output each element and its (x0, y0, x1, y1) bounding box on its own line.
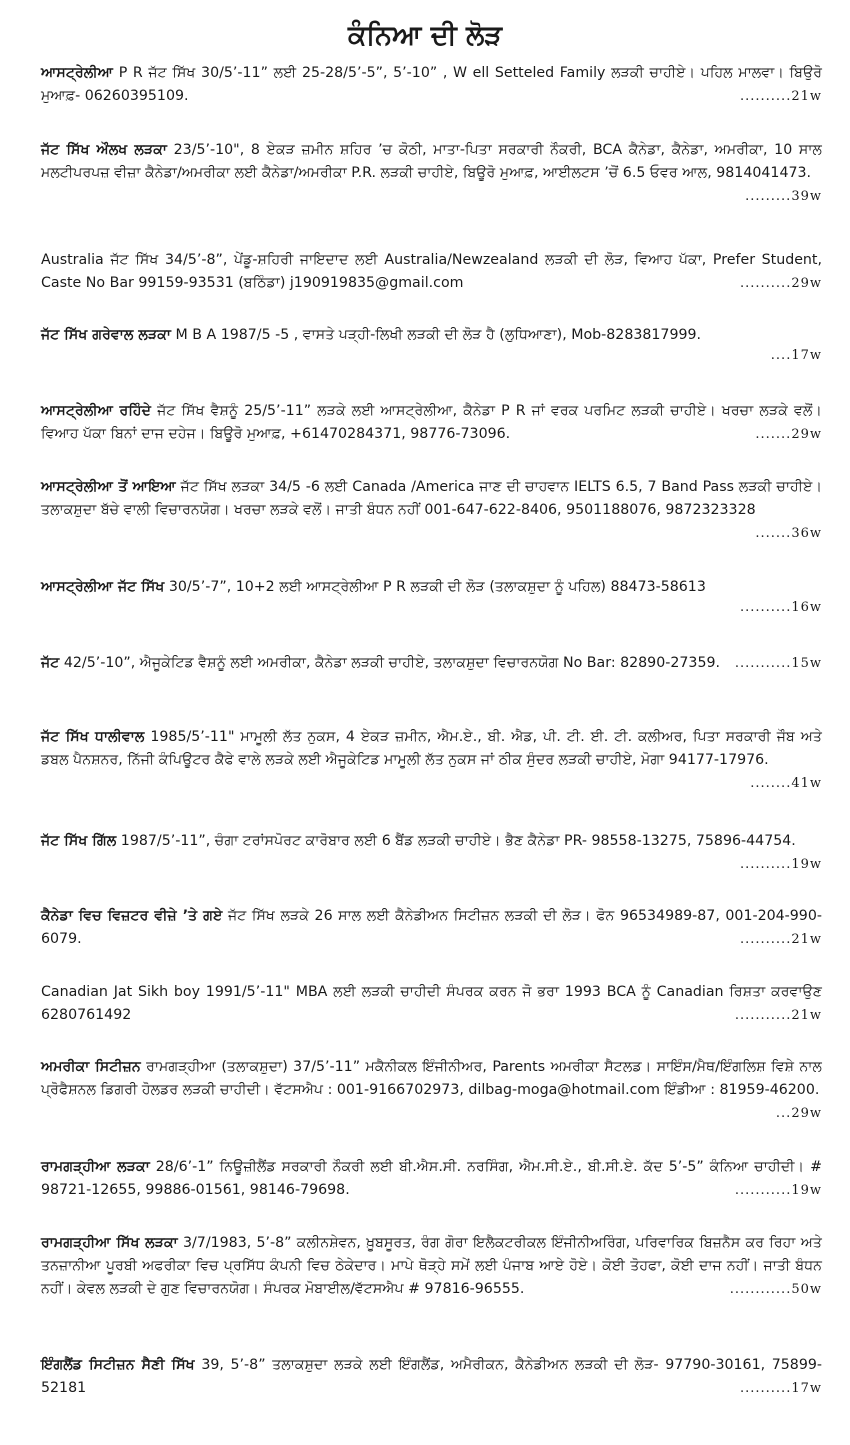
ad-code: ..........21w (740, 89, 822, 104)
ad-item (41, 324, 822, 365)
ad-lead: ਜੱਟ ਸਿੱਖ ਗਰੇਵਾਲ ਲੜਕਾ (41, 327, 171, 343)
ad-code: ...........21w (734, 1008, 822, 1023)
ad-item (41, 249, 822, 295)
ad-code: ..........17w (740, 1381, 822, 1396)
ad-item (41, 830, 822, 876)
ad-item (41, 905, 822, 951)
ad-body: 39, 5’-8” ਤਲਾਕਸ਼ੁਦਾ ਲੜਕੇ ਲਈ ਇੰਗਲੈਂਡ, ਅਮੈਰੀਕਨ, ਕੈਨੇਡੀਅਨ ਲੜਕੀ ਦੀ ਲੋੜ- 97790-30161, 75899-52181 (41, 1357, 822, 1396)
ad-lead: ਆਸਟ੍ਰੇਲੀਆ ਰਹਿੰਦੇ (41, 403, 152, 419)
ad-item (41, 1056, 822, 1125)
ad-body: ਜੱਟ ਸਿੱਖ ਵੈਸ਼ਨੂੰ 25/5’-11” ਲੜਕੇ ਲਈ ਆਸਟ੍ਰੇਲੀਆ, ਕੈਨੇਡਾ P R ਜਾਂ ਵਰਕ ਪਰਮਿਟ ਲੜਕੀ ਚਾਹੀਏ। ਖਰਚਾ ਲੜਕੇ ਵਲੋਂ। ਵਿਆਹ ਪੱਕਾ ਬਿਨਾਂ ਦਾਜ ਦਹੇਜ। ਬਿਊਰੋ ਮੁਆਫ਼, +61470284371, 98776-73096. (41, 403, 822, 442)
ad-lead: ਜੱਟ (41, 655, 60, 671)
ad-item (41, 576, 822, 617)
ad-lead: ਇੰਗਲੈਂਡ ਸਿਟੀਜ਼ਨ ਸੈਣੀ ਸਿੱਖ (41, 1357, 195, 1373)
ad-code: .......36w (755, 526, 822, 541)
ad-lead: ਰਾਮਗੜ੍ਹੀਆ ਲੜਕਾ (41, 1159, 150, 1175)
ad-lead: ਆਸਟ੍ਰੇਲੀਆ (41, 65, 114, 81)
ad-item (41, 981, 822, 1027)
ad-code: ........41w (750, 776, 822, 791)
ad-item (41, 1156, 822, 1202)
ad-code: ..........21w (740, 932, 822, 947)
ad-item (41, 62, 822, 108)
ad-code: ..........16w (740, 600, 822, 615)
ad-body: 30/5’-7”, 10+2 ਲਈ ਆਸਟ੍ਰੇਲੀਆ P R ਲੜਕੀ ਦੀ ਲੋੜ (ਤਲਾਕਸ਼ੁਦਾ ਨੂੰ ਪਹਿਲ) 88473-58613 (164, 579, 706, 595)
ad-body: 23/5’-10", 8 ਏਕੜ ਜ਼ਮੀਨ ਸ਼ਹਿਰ ’ਚ ਕੋਠੀ, ਮਾਤਾ-ਪਿਤਾ ਸਰਕਾਰੀ ਨੌਕਰੀ, BCA ਕੈਨੇਡਾ, ਕੈਨੇਡਾ, ਅਮਰੀਕਾ, 10 ਸਾਲ ਮਲਟੀਪਰਪਜ਼ ਵੀਜ਼ਾ ਕੈਨੇਡਾ/ਅਮਰੀਕਾ ਲਈ ਕੈਨੇਡਾ/ਅਮਰੀਕਾ P.R. ਲੜਕੀ ਚਾਹੀਏ, ਬਿਊਰੋ ਮੁਆਫ਼, ਆਈਲਟਸ ’ਚੋਂ 6.5 ਓਵਰ ਆਲ, 9814041473. (41, 142, 822, 181)
ad-item (41, 400, 822, 446)
ad-code: ...29w (775, 1106, 822, 1121)
ad-body: 3/7/1983, 5’-8” ਕਲੀਨਸ਼ੇਵਨ, ਖ਼ੂਬਸੂਰਤ, ਰੰਗ ਗੋਰਾ ਇਲੈਕਟਰੀਕਲ ਇੰਜੀਨੀਅਰਿੰਗ, ਪਰਿਵਾਰਿਕ ਬਿਜ਼ਨੈਸ ਕਰ ਰਿਹਾ ਅਤੇ ਤਨਜ਼ਾਨੀਆ ਪੂਰਬੀ ਅਫਰੀਕਾ ਵਿਚ ਪ੍ਰਸਿੱਧ ਕੰਪਨੀ ਵਿਚ ਠੇਕੇਦਾਰ। ਮਾਪੇ ਥੋੜ੍ਹੇ ਸਮੇਂ ਲਈ ਪੰਜਾਬ ਆਏ ਹੋਏ। ਕੋਈ ਤੋਹਫਾ, ਕੋਈ ਦਾਜ ਨਹੀਂ। ਜਾਤੀ ਬੰਧਨ ਨਹੀਂ। ਕੇਵਲ ਲੜਕੀ ਦੇ ਗੁਣ ਵਿਚਾਰਨਯੋਗ। ਸੰਪਰਕ ਮੋਬਾਈਲ/ਵੱਟਸਐਪ # 97816-96555. (41, 1235, 822, 1297)
ad-body: M B A 1987/5 -5 , ਵਾਸਤੇ ਪੜ੍ਹੀ-ਲਿਖੀ ਲੜਕੀ ਦੀ ਲੋੜ ਹੈ (ਲੁਧਿਆਣਾ), Mob-8283817999. (170, 327, 702, 343)
ad-item (41, 139, 822, 208)
ad-item (41, 1354, 822, 1400)
ad-lead: ਜੱਟ ਸਿੱਖ ਧਾਲੀਵਾਲ (41, 729, 145, 745)
ad-body: 28/6’-1” ਨਿਊਜ਼ੀਲੈਂਡ ਸਰਕਾਰੀ ਨੌਕਰੀ ਲਈ ਬੀ.ਐਸ.ਸੀ. ਨਰਸਿੰਗ, ਐਮ.ਸੀ.ਏ., ਬੀ.ਸੀ.ਏ. ਕੱਦ 5’-5” ਕੰਨਿਆ ਚਾਹੀਦੀ। # 98721-12655, 99886-01561, 98146-79698. (41, 1159, 823, 1198)
ad-code: .........39w (745, 189, 822, 204)
ad-lead: ਜੱਟ ਸਿੱਖ ਗਿੱਲ (41, 833, 117, 849)
ad-lead: ਕੈਨੇਡਾ ਵਿਚ ਵਿਜ਼ਟਰ ਵੀਜ਼ੇ ’ਤੇ ਗਏ (41, 908, 223, 924)
ad-code: ...........19w (734, 1183, 822, 1198)
ad-lead: ਰਾਮਗੜ੍ਹੀਆ ਸਿੱਖ ਲੜਕਾ (41, 1235, 178, 1251)
ad-body: Canadian Jat Sikh boy 1991/5’-11" MBA ਲਈ ਲੜਕੀ ਚਾਹੀਦੀ ਸੰਪਰਕ ਕਰਨ ਜੋ ਭਰਾ 1993 BCA ਨੂੰ Canadian ਰਿਸ਼ਤਾ ਕਰਵਾਉਣ 6280761492 (41, 984, 822, 1023)
ad-lead: ਆਸਟ੍ਰੇਲੀਆ ਜੱਟ ਸਿੱਖ (41, 579, 165, 595)
ad-code: ...........15w (734, 656, 822, 671)
ad-body: 1987/5’-11”, ਚੰਗਾ ਟਰਾਂਸਪੋਰਟ ਕਾਰੋਬਾਰ ਲਈ 6 ਬੈਂਡ ਲੜਕੀ ਚਾਹੀਏ। ਭੈਣ ਕੈਨੇਡਾ PR- 98558-13275, 75896-44754. (116, 833, 796, 849)
ad-code: ..........19w (740, 857, 822, 872)
page-title: ਕੰਨਿਆ ਦੀ ਲੋੜ (347, 20, 503, 51)
ad-lead: ਅਮਰੀਕਾ ਸਿਟੀਜ਼ਨ (41, 1059, 141, 1075)
ad-code: ............50w (729, 1282, 822, 1297)
ad-body: 42/5’-10”, ਐਜੂਕੇਟਿਡ ਵੈਸ਼ਨੂੰ ਲਈ ਅਮਰੀਕਾ, ਕੈਨੇਡਾ ਲੜਕੀ ਚਾਹੀਏ, ਤਲਾਕਸ਼ੁਦਾ ਵਿਚਾਰਨਯੋਗ No Bar: 82890-27359. (59, 655, 721, 671)
ad-body: ਰਾਮਗੜ੍ਹੀਆ (ਤਲਾਕਸ਼ੁਦਾ) 37/5’-11” ਮਕੈਨੀਕਲ ਇੰਜੀਨੀਅਰ, Parents ਅਮਰੀਕਾ ਸੈਟਲਡ। ਸਾਇੰਸ/ਮੈਥ/ਇੰਗਲਿਸ਼ ਵਿਸ਼ੇ ਨਾਲ ਪ੍ਰੋਫੈਸ਼ਨਲ ਡਿਗਰੀ ਹੋਲਡਰ ਲੜਕੀ ਚਾਹੀਦੀ। ਵੱਟਸਐਪ : 001-9166702973, dilbag-moga@hotmail.com ਇੰਡੀਆ : 81959-46200. (41, 1059, 822, 1098)
ad-item (41, 652, 822, 675)
ad-body: ਜੱਟ ਸਿੱਖ ਲੜਕਾ 34/5 -6 ਲਈ Canada /America ਜਾਣ ਦੀ ਚਾਹਵਾਨ IELTS 6.5, 7 Band Pass ਲੜਕੀ ਚਾਹੀਏ। ਤਲਾਕਸ਼ੁਦਾ ਬੱਚੇ ਵਾਲੀ ਵਿਚਾਰਨਯੋਗ। ਖਰਚਾ ਲੜਕੇ ਵਲੋਂ। ਜਾਤੀ ਬੰਧਨ ਨਹੀਂ 001-647-622-8406, 9501188076, 9872323328 (41, 479, 823, 518)
ad-body: 1985/5’-11" ਮਾਮੂਲੀ ਲੱਤ ਨੁਕਸ, 4 ਏਕੜ ਜ਼ਮੀਨ, ਐਮ.ਏ., ਬੀ. ਐਡ, ਪੀ. ਟੀ. ਈ. ਟੀ. ਕਲੀਅਰ, ਪਿਤਾ ਸਰਕਾਰੀ ਜੌਬ ਅਤੇ ਡਬਲ ਪੈਨਸ਼ਨਰ, ਨਿੱਜੀ ਕੰਪਿਊਟਰ ਕੈਫੇ ਵਾਲੇ ਲੜਕੇ ਲਈ ਐਜੂਕੇਟਿਡ ਮਾਮੂਲੀ ਲੱਤ ਨੁਕਸ ਜਾਂ ਠੀਕ ਸੁੰਦਰ ਲੜਕੀ ਚਾਹੀਏ, ਮੋਗਾ 94177-17976. (41, 729, 823, 768)
ad-code: .......29w (755, 427, 822, 442)
ad-item (41, 726, 822, 795)
ad-body: ਜੱਟ ਸਿੱਖ ਲੜਕੇ 26 ਸਾਲ ਲਈ ਕੈਨੇਡੀਅਨ ਸਿਟੀਜ਼ਨ ਲੜਕੀ ਦੀ ਲੋੜ। ਫੋਨ 96534989-87, 001-204-990-6079. (41, 908, 822, 947)
ad-lead: ਆਸਟ੍ਰੇਲੀਆ ਤੋਂ ਆਇਆ (41, 479, 176, 495)
ad-item (41, 1232, 822, 1301)
ad-code: ..........29w (740, 276, 822, 291)
ad-body: Australia ਜੱਟ ਸਿੱਖ 34/5’-8”, ਪੇਂਡੂ-ਸ਼ਹਿਰੀ ਜਾਇਦਾਦ ਲਈ Australia/Newzealand ਲੜਕੀ ਦੀ ਲੋੜ, ਵਿਆਹ ਪੱਕਾ, Prefer Student, Caste No Bar 99159-93531 (ਬਠਿੰਡਾ) j190919835@gmail.com (41, 252, 822, 291)
ad-item (41, 476, 822, 545)
ad-body: P R ਜੱਟ ਸਿੱਖ 30/5’-11” ਲਈ 25-28/5’-5”, 5’-10” , W ell Setteled Family ਲੜਕੀ ਚਾਹੀਏ। ਪਹਿਲ ਮਾਲਵਾ। ਬਿਉਰੋ ਮੁਆਫ਼- 06260395109. (41, 65, 822, 104)
ad-code: ....17w (770, 348, 822, 363)
ad-lead: ਜੱਟ ਸਿੱਖ ਔਲਖ ਲੜਕਾ (41, 142, 167, 158)
